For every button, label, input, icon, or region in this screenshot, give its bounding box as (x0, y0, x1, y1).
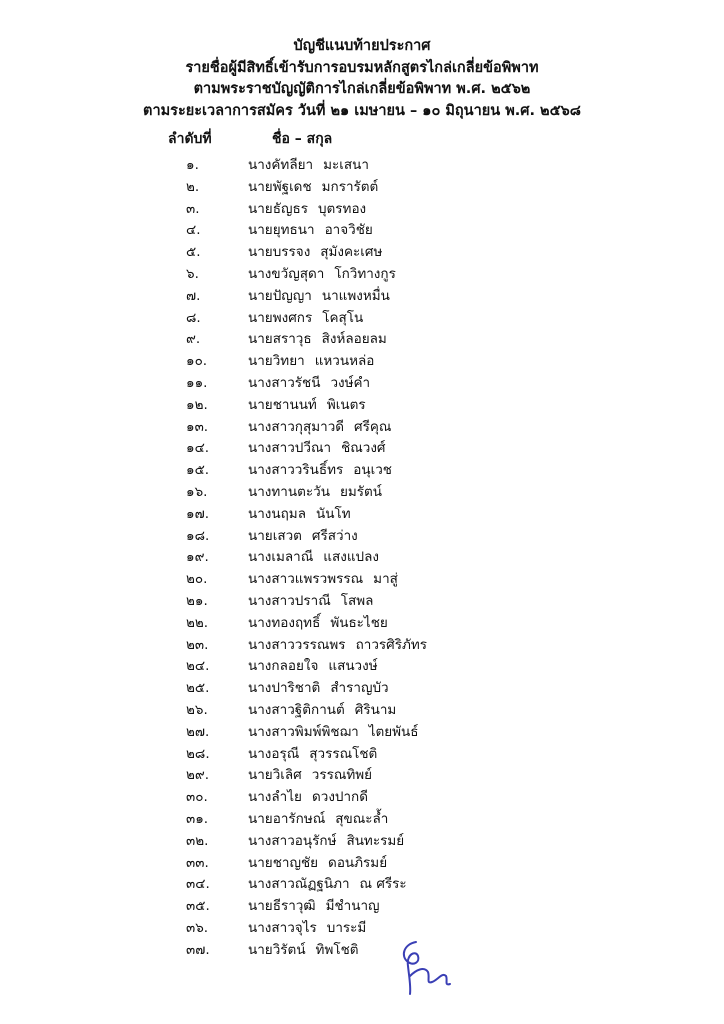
list-item-first-name: นางกลอยใจ (248, 658, 319, 675)
list-item (0, 264, 724, 286)
list-item-fullname (248, 700, 396, 722)
list-item-fullname (248, 329, 387, 351)
list-item (0, 831, 724, 853)
list-item-first-name: นายวิรัตน์ (248, 941, 306, 958)
list-item (0, 874, 724, 896)
list-item-first-name: นางสาวพิมพ์พิชฌา (248, 723, 359, 740)
list-item-number: ๙. (186, 331, 201, 348)
list-item (0, 329, 724, 351)
list-item (0, 918, 724, 940)
list-item-fullname (248, 765, 372, 787)
list-item-last-name: ทิพโชติ (315, 941, 359, 958)
list-item-last-name: ไตยพันธ์ (368, 723, 419, 740)
list-item (0, 286, 724, 308)
list-item-number: ๑๙. (186, 549, 209, 566)
list-item-number: ๑๖. (186, 483, 208, 500)
list-item-first-name: นายบรรจง (248, 244, 311, 261)
list-item-first-name: นางสาวอนุรักษ์ (248, 832, 337, 849)
list-item-first-name: นายธัญธร (248, 200, 308, 217)
list-item-first-name: นายอารักษณ์ (248, 810, 326, 827)
list-item-first-name: นางขวัญสุดา (248, 265, 325, 282)
list-item (0, 635, 724, 657)
list-item-number: ๑๒. (186, 396, 208, 413)
list-item-fullname (248, 591, 373, 613)
list-item-first-name: นางเมลาณี (248, 549, 314, 566)
list-item-first-name: นางอรุณี (248, 745, 300, 762)
list-item-last-name: ชิณวงศ์ (341, 440, 386, 457)
list-item-fullname (248, 678, 389, 700)
list-item-first-name: นางสาววรรณพร (248, 636, 346, 653)
list-item-number: ๑๓. (186, 418, 209, 435)
list-item-last-name: อาจวิชัย (324, 222, 373, 239)
list-item-last-name: สุวรรณโชติ (309, 745, 378, 762)
list-item (0, 722, 724, 744)
list-item-last-name: วงษ์คำ (330, 374, 371, 391)
list-item-last-name: แหวนหล่อ (314, 353, 375, 370)
list-item-number: ๓๖. (186, 919, 209, 936)
list-item-number: ๔. (186, 222, 201, 239)
list-item-first-name: นางสาวปราณี (248, 592, 331, 609)
list-item-fullname (248, 526, 358, 548)
list-item (0, 395, 724, 417)
list-item-first-name: นางสาวฐิติกานต์ (248, 701, 345, 718)
list-item-fullname (248, 744, 377, 766)
list-item-number: ๓๑. (186, 810, 209, 827)
list-item-last-name: พิเนตร (326, 396, 366, 413)
list-item-last-name: แสงแปลง (323, 549, 379, 566)
list-item-first-name: นายวิเลิศ (248, 767, 302, 784)
list-item-last-name: มกรารัตต์ (321, 178, 379, 195)
list-item-first-name: นางทานตะวัน (248, 483, 330, 500)
header-subtitle: รายชื่อผู้มีสิทธิ์เข้ารับการอบรมหลักสูตรไกล่เกลี่ยข้อพิพาท (185, 59, 539, 76)
list-item-first-name: นางสาวกุสุมาวดี (248, 418, 345, 435)
column-header-name: ชื่อ – สกุล (272, 131, 333, 147)
list-item-first-name: นางสาวปวีณา (248, 440, 332, 457)
list-item-number: ๒๘. (186, 745, 210, 762)
list-item-fullname (248, 918, 366, 940)
list-item-last-name: ศิรินาม (354, 701, 397, 718)
list-item-last-name: วรรณทิพย์ (311, 767, 373, 784)
list-item-last-name: บุตรทอง (317, 200, 367, 217)
list-item (0, 700, 724, 722)
list-item-first-name: นางคัทลียา (248, 157, 314, 173)
list-item-first-name: นายยุทธนา (248, 222, 315, 239)
list-item-number: ๑๑. (186, 374, 208, 391)
list-item-last-name: แสนวงษ์ (328, 658, 378, 675)
list-item-fullname (248, 613, 388, 635)
list-item-number: ๓๔. (186, 876, 210, 893)
list-item-first-name: นายวิทยา (248, 353, 305, 370)
list-item-number: ๒๗. (186, 723, 210, 740)
list-item-first-name: นางทองฤทธิ์ (248, 614, 321, 631)
list-item-last-name: ดอนภิรมย์ (328, 854, 388, 871)
list-item-fullname (248, 264, 396, 286)
list-item (0, 940, 724, 962)
list-item-fullname (248, 787, 368, 809)
list-item-number: ๑. (186, 157, 199, 173)
list-item (0, 787, 724, 809)
list-item-fullname (248, 155, 369, 177)
list-item-first-name: นายธีราวุฒิ (248, 898, 316, 915)
list-item-fullname (248, 853, 387, 875)
list-item-first-name: นายปัญญา (248, 287, 312, 304)
list-item-last-name: มะเสนา (323, 157, 369, 173)
list-item-last-name: พันธะไชย (330, 614, 388, 631)
list-item-last-name: มีชำนาญ (325, 898, 380, 915)
list-item-last-name: โคสุโน (322, 309, 364, 326)
document-header (0, 36, 724, 122)
list-item-fullname (248, 242, 382, 264)
list-item (0, 351, 724, 373)
list-item (0, 504, 724, 526)
list-item-number: ๓๕. (186, 898, 210, 915)
list-item-fullname (248, 722, 419, 744)
list-item-number: ๕. (186, 244, 201, 261)
list-item-first-name: นายพัฐเดช (248, 178, 312, 195)
list-item-last-name: ดวงปากดี (311, 789, 368, 806)
list-item-last-name: ศรีสว่าง (311, 527, 358, 544)
list-item-fullname (248, 417, 391, 439)
list-item-first-name: นายสราวุธ (248, 331, 312, 348)
list-item-first-name: นางลำไย (248, 789, 302, 806)
list-item-last-name: ณ ศรีระ (359, 876, 407, 893)
list-item-last-name: สิงห์ลอยลม (321, 331, 387, 348)
list-item-first-name: นางสาวรัชนี (248, 374, 321, 391)
list-item-fullname (248, 286, 390, 308)
column-header-order: ลำดับที่ (168, 131, 212, 147)
list-item (0, 373, 724, 395)
list-item-fullname (248, 809, 388, 831)
list-item-first-name: นางสาวณัฏฐนิภา (248, 876, 350, 893)
list-item (0, 460, 724, 482)
list-item (0, 155, 724, 177)
list-item (0, 809, 724, 831)
list-item-fullname (248, 351, 374, 373)
list-item-first-name: นางนฤมล (248, 505, 306, 522)
list-item (0, 678, 724, 700)
list-item (0, 308, 724, 330)
list-item-last-name: สินทะรมย์ (346, 832, 405, 849)
list-item-number: ๑๗. (186, 505, 210, 522)
list-item-fullname (248, 177, 378, 199)
list-item (0, 853, 724, 875)
header-act-reference: ตามพระราชบัญญัติการไกล่เกลี่ยข้อพิพาท พ.ศ. ๒๕๖๒ (193, 81, 531, 97)
list-item-number: ๒๕. (186, 680, 210, 697)
list-item-last-name: โกวิทางกูร (334, 265, 396, 282)
list-item (0, 482, 724, 504)
list-item (0, 177, 724, 199)
list-item (0, 765, 724, 787)
list-item (0, 896, 724, 918)
list-item-number: ๓๓. (186, 854, 209, 871)
list-item-last-name: บาระมี (326, 919, 367, 936)
list-item-fullname (248, 199, 366, 221)
list-item-first-name: นายเสวต (248, 527, 302, 544)
list-item-number: ๓๐. (186, 789, 208, 806)
list-item-fullname (248, 482, 382, 504)
list-item-fullname (248, 460, 392, 482)
list-item-last-name: สุขณะล้ำ (335, 810, 389, 827)
list-item-number: ๓๗. (186, 941, 210, 958)
list-item (0, 744, 724, 766)
list-item-number: ๑๔. (186, 440, 210, 457)
list-item-fullname (248, 373, 370, 395)
list-item-number: ๑๐. (186, 353, 208, 370)
list-item-fullname (248, 656, 378, 678)
list-item-last-name: สำราญบัว (330, 680, 389, 697)
list-item-number: ๘. (186, 309, 201, 326)
list-item-number: ๒๑. (186, 592, 208, 609)
list-item-last-name: โสพล (340, 592, 374, 609)
list-item-first-name: นางปาริชาติ (248, 680, 321, 697)
list-item-first-name: นางสาววรินธิ์ทร (248, 462, 344, 479)
header-title: บัญชีแนบท้ายประกาศ (293, 38, 431, 54)
list-item-number: ๒๒. (186, 614, 209, 631)
list-item-fullname (248, 831, 404, 853)
list-item-fullname (248, 438, 386, 460)
list-item (0, 199, 724, 221)
list-item (0, 438, 724, 460)
list-item (0, 526, 724, 548)
list-item-fullname (248, 395, 366, 417)
list-item-fullname (248, 504, 351, 526)
list-item-last-name: นาแพงหมื่น (321, 287, 390, 304)
list-item-number: ๓๒. (186, 832, 209, 849)
list-item-first-name: นายชาญชัย (248, 854, 319, 871)
list-item-last-name: มาสู่ (373, 571, 398, 588)
list-item-number: ๒๔. (186, 658, 210, 675)
list-item-fullname (248, 940, 359, 962)
list-item-first-name: นางสาวแพรวพรรณ (248, 571, 364, 588)
list-item (0, 242, 724, 264)
list-item-first-name: นายพงศกร (248, 309, 313, 326)
list-item-fullname (248, 569, 398, 591)
list-item-fullname (248, 308, 363, 330)
list-item-number: ๖. (186, 265, 199, 282)
list-item-number: ๒๙. (186, 767, 210, 784)
list-item-last-name: อนุเวช (353, 462, 392, 479)
list-item-last-name: ศรีคุณ (354, 418, 392, 435)
list-item (0, 569, 724, 591)
list-item (0, 591, 724, 613)
list-item-fullname (248, 874, 407, 896)
list-item-fullname (248, 547, 379, 569)
name-list (0, 155, 724, 961)
list-item-number: ๓. (186, 200, 200, 217)
list-item-last-name: นันโท (315, 505, 351, 522)
list-item (0, 656, 724, 678)
list-item-first-name: นางสาวจุไร (248, 919, 317, 936)
list-item-number: ๒๖. (186, 701, 208, 718)
list-item-number: ๑๕. (186, 462, 210, 479)
list-item-number: ๒. (186, 178, 200, 195)
list-item-last-name: ยมรัตน์ (339, 483, 382, 500)
list-item-number: ๒๐. (186, 571, 208, 588)
list-item (0, 417, 724, 439)
list-item-fullname (248, 635, 427, 657)
list-item-number: ๑๘. (186, 527, 210, 544)
list-item (0, 613, 724, 635)
list-item-fullname (248, 220, 373, 242)
list-item-number: ๗. (186, 287, 201, 304)
list-item (0, 547, 724, 569)
list-item-last-name: สุมังคะเศษ (320, 244, 383, 261)
list-item-first-name: นายชานนท์ (248, 396, 317, 413)
list-item-fullname (248, 896, 380, 918)
header-application-period: ตามระยะเวลาการสมัคร วันที่ ๒๑ เมษายน – ๑๐ มิถุนายน พ.ศ. ๒๕๖๘ (143, 102, 581, 119)
list-item (0, 220, 724, 242)
list-item-number: ๒๓. (186, 636, 209, 653)
list-item-last-name: ถาวรศิริภัทร (355, 636, 428, 653)
signature-mark (394, 936, 462, 998)
